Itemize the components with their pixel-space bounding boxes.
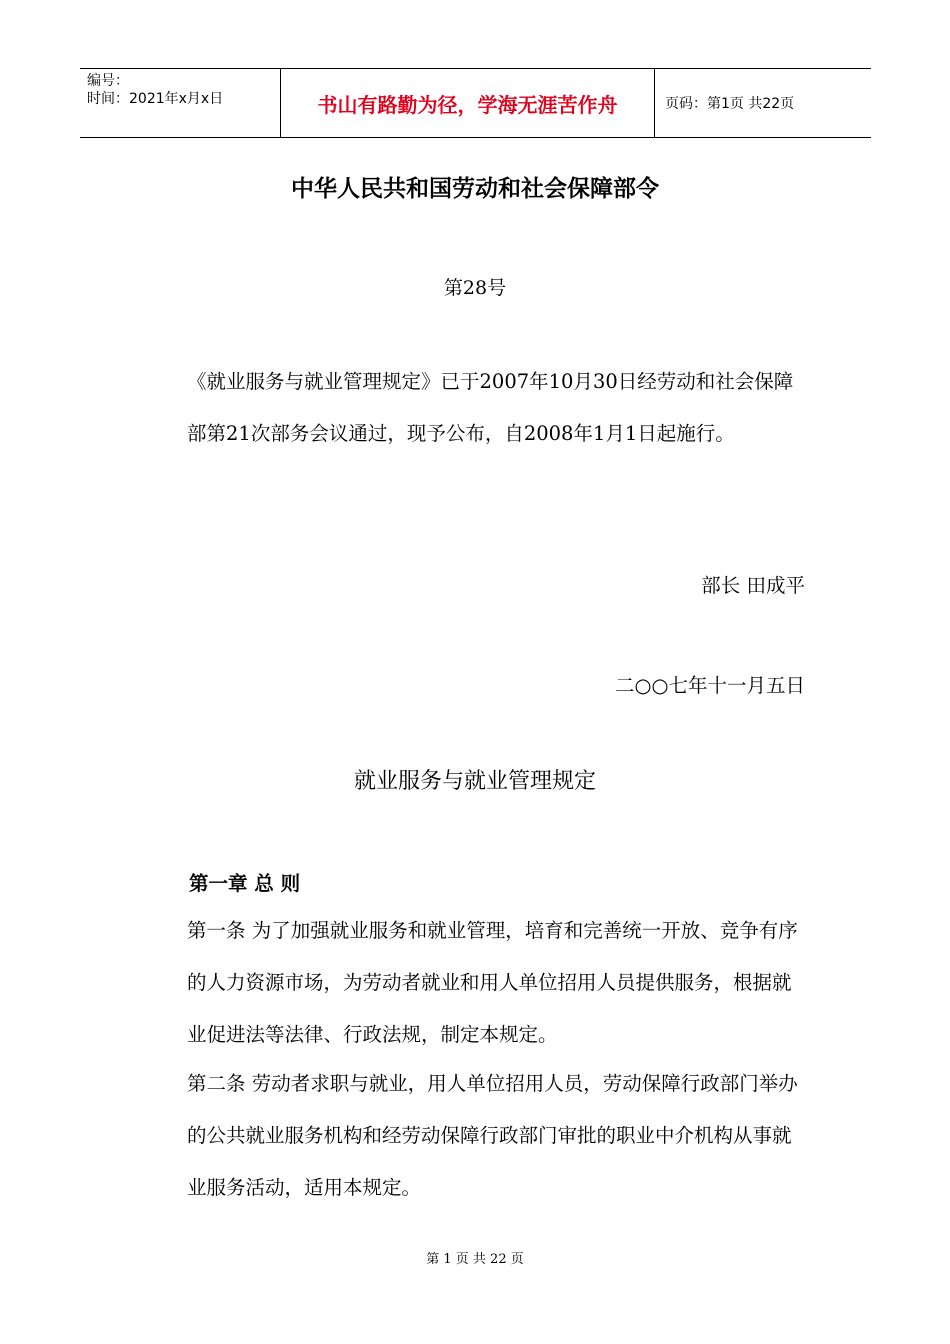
article-2-text: 第二条 劳动者求职与就业，用人单位招用人员，劳动保障行政部门举办的公共就业服务机构和经劳动保障行政部门审批的职业中介机构从事就业服务活动，适用本规定。 bbox=[187, 1072, 798, 1199]
article-1-text: 第一条 为了加强就业服务和就业管理，培育和完善统一开放、竞争有序的人力资源市场，为劳动者就业和用人单位招用人员提供服务，根据就业促进法等法律、行政法规，制定本规定。 bbox=[187, 919, 798, 1046]
date-label: 时间：2021年x月x日 bbox=[87, 91, 224, 107]
document-title: 中华人民共和国劳动和社会保障部令 bbox=[291, 175, 659, 202]
number-label: 编号： bbox=[87, 73, 129, 89]
intro-text: 《就业服务与就业管理规定》已于2007年10月30日经劳动和社会保障部第21次部务会议通过，现予公布，自2008年1月1日起施行。 bbox=[187, 370, 794, 445]
article-2 bbox=[145, 1058, 807, 1214]
header-motto: 书山有路勤为径，学海无涯苦作舟 bbox=[280, 69, 655, 137]
signatory: 部长 田成平 bbox=[701, 574, 805, 597]
header-meta bbox=[80, 69, 280, 137]
intro-paragraph bbox=[145, 356, 807, 460]
header-page-info: 页码：第1页 共22页 bbox=[665, 96, 795, 112]
order-number: 第28号 bbox=[443, 277, 507, 299]
article-1 bbox=[145, 905, 807, 1061]
document-header bbox=[80, 68, 871, 138]
page-footer: 第 1 页 共 22 页 bbox=[426, 1252, 524, 1267]
issue-date: 二○○七年十一月五日 bbox=[614, 674, 805, 697]
chapter-heading: 第一章 总 则 bbox=[189, 872, 301, 895]
regulation-title: 就业服务与就业管理规定 bbox=[353, 769, 596, 794]
